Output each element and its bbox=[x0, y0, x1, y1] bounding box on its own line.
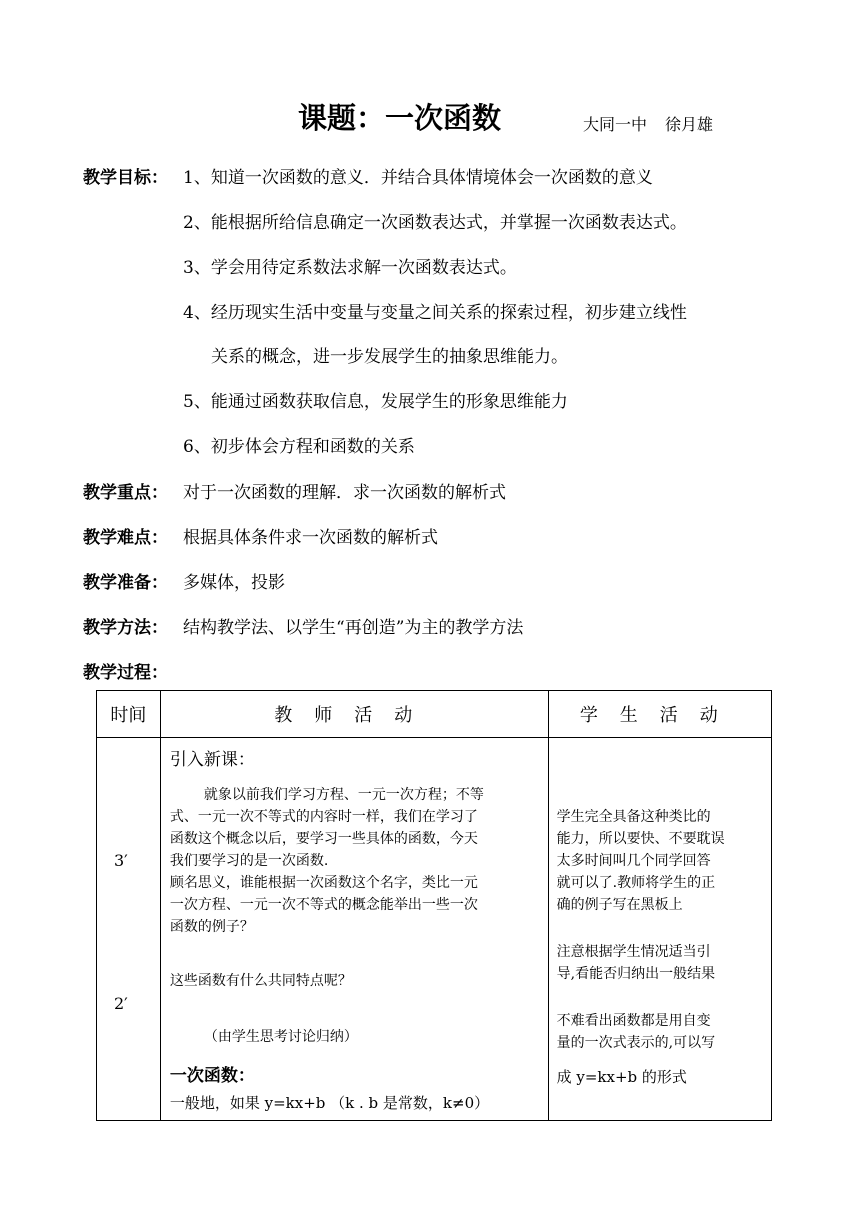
table-row bbox=[97, 738, 772, 1121]
student-text-line: 注意根据学生情况适当引 bbox=[556, 944, 711, 960]
student-text-line: 成 y=kx+b 的形式 bbox=[556, 1068, 687, 1086]
intro-heading: 引入新课： bbox=[169, 750, 255, 770]
time-value: 2′ bbox=[114, 994, 128, 1013]
student-text-line: 能力，所以要快、不要耽误 bbox=[556, 831, 725, 847]
teacher-text-line: 式、一元一次不等式的内容时一样，我们在学习了 bbox=[169, 809, 478, 825]
student-text-line: 不难看出函数都是用自变 bbox=[556, 1013, 711, 1029]
header-time: 时间 bbox=[97, 691, 161, 738]
time-value: 3′ bbox=[114, 851, 128, 870]
author-school: 大同一中 bbox=[583, 115, 648, 134]
definition-heading: 一次函数： bbox=[169, 1066, 255, 1086]
header-student: 学生活动 bbox=[548, 691, 771, 738]
student-text-line: 就可以了.教师将学生的正 bbox=[556, 875, 716, 891]
objective-item: 4、经历现实生活中变量与变量之间关系的探索过程，初步建立线性 bbox=[183, 303, 687, 323]
teacher-text-line: 顾名思义，谁能根据一次函数这个名字，类比一元 bbox=[169, 875, 478, 891]
lesson-title: 课题：一次函数 bbox=[298, 101, 502, 135]
objective-item: 1、知道一次函数的意义．并结合具体情境体会一次函数的意义 bbox=[183, 168, 653, 188]
time-cell bbox=[97, 738, 161, 1121]
teacher-text-line: 我们要学习的是一次函数. bbox=[169, 853, 329, 869]
teacher-question: 这些函数有什么共同特点呢？ bbox=[169, 973, 352, 989]
objective-item: 6、初步体会方程和函数的关系 bbox=[183, 437, 415, 457]
student-text-line: 确的例子写在黑板上 bbox=[556, 897, 683, 913]
header-teacher: 教师活动 bbox=[160, 691, 548, 738]
objective-item: 3、学会用待定系数法求解一次函数表达式。 bbox=[183, 258, 517, 278]
student-text-line: 学生完全具备这种类比的 bbox=[556, 809, 711, 825]
objectives-label: 教学目标： bbox=[83, 168, 168, 188]
objective-item-continued: 关系的概念，进一步发展学生的抽象思维能力。 bbox=[211, 347, 568, 367]
difficulty-text: 根据具体条件求一次函数的解析式 bbox=[183, 528, 438, 548]
teacher-cell bbox=[160, 738, 548, 1121]
teacher-text-line: 函数这个概念以后，要学习一些具体的函数，今天 bbox=[169, 831, 478, 847]
difficulty-label: 教学难点： bbox=[83, 528, 168, 548]
student-text-line: 量的一次式表示的,可以写 bbox=[556, 1035, 716, 1051]
process-label: 教学过程： bbox=[83, 663, 168, 683]
teacher-text-line: 函数的例子？ bbox=[169, 919, 254, 935]
objective-item: 5、能通过函数获取信息，发展学生的形象思维能力 bbox=[183, 392, 568, 412]
preparation-text: 多媒体，投影 bbox=[183, 573, 285, 593]
definition-line: 一般地，如果 y=kx+b （k . b 是常数，k≠0） bbox=[169, 1094, 490, 1112]
method-label: 教学方法： bbox=[83, 618, 168, 638]
key-point-text: 对于一次函数的理解．求一次函数的解析式 bbox=[183, 483, 506, 503]
table-header-row bbox=[97, 691, 772, 738]
teacher-discussion: （由学生思考讨论归纳） bbox=[203, 1029, 358, 1045]
teacher-text-line: 就象以前我们学习方程、一元一次方程；不等 bbox=[203, 787, 484, 803]
author-info bbox=[583, 112, 731, 135]
student-cell bbox=[548, 738, 771, 1121]
method-text: 结构教学法、以学生“再创造”为主的教学方法 bbox=[183, 618, 524, 638]
student-text-line: 太多时间叫几个同学回答 bbox=[556, 853, 711, 869]
teacher-text-line: 一次方程、一元一次不等式的概念能举出一些一次 bbox=[169, 897, 478, 913]
objective-item: 2、能根据所给信息确定一次函数表达式，并掌握一次函数表达式。 bbox=[183, 213, 687, 233]
student-text-line: 导,看能否归纳出一般结果 bbox=[556, 966, 716, 982]
key-point-label: 教学重点： bbox=[83, 483, 168, 503]
preparation-label: 教学准备： bbox=[83, 573, 168, 593]
process-table bbox=[96, 690, 772, 1121]
author-name: 徐月雄 bbox=[665, 115, 714, 134]
